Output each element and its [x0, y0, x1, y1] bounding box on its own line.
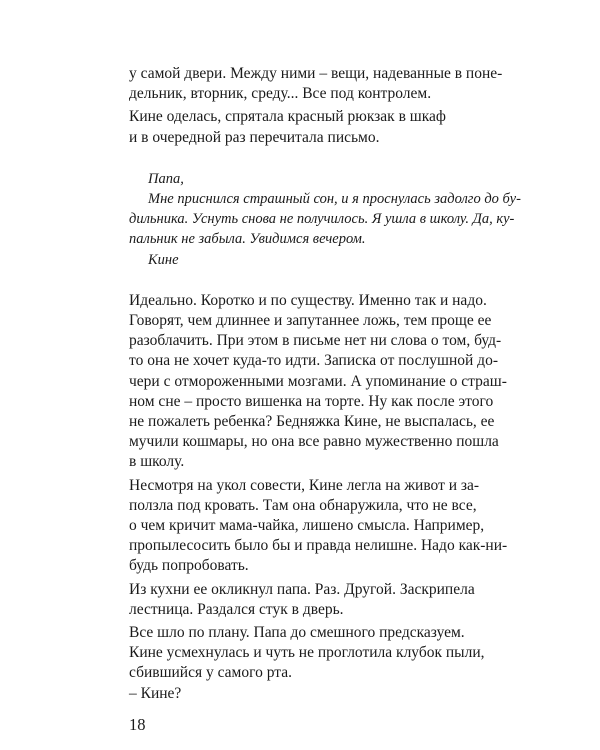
text-line: Кине оделась, спрятала красный рюкзак в шкаф — [129, 108, 446, 125]
text-line: Кине усмехнулась и чуть не проглотила клубок пыли, — [129, 644, 485, 661]
letter-signature: Кине — [148, 252, 179, 268]
text-line: Из кухни ее окликнул папа. Раз. Другой. Заскрипела — [129, 581, 475, 598]
text-line: ползла под кровать. Там она обнаружила, что не все, — [129, 497, 477, 514]
text-line: будь попробовать. — [129, 557, 249, 574]
text-line: пропылесосить было бы и правда нелишне. Надо как-ни- — [129, 537, 508, 554]
letter-salutation: Папа, — [148, 171, 184, 187]
text-line: у самой двери. Между ними – вещи, надеванные в поне- — [129, 65, 503, 82]
text-line: Несмотря на укол совести, Кине легла на живот и за- — [129, 477, 480, 494]
text-line: Идеально. Коротко и по существу. Именно так и надо. — [129, 292, 487, 309]
page-number: 18 — [129, 715, 146, 734]
text-line: дельник, вторник, среду... Все под контролем. — [129, 85, 432, 102]
text-line: в школу. — [129, 453, 185, 470]
text-line: сбившийся у самого рта. — [129, 664, 292, 681]
text-line: и в очередной раз перечитала письмо. — [129, 129, 380, 146]
letter-line: пальник не забыла. Увидимся вечером. — [129, 231, 366, 247]
text-line: о чем кричит мама-чайка, лишено смысла. Например, — [129, 517, 485, 534]
text-line: лестница. Раздался стук в дверь. — [129, 601, 344, 618]
text-line: не пожалеть ребенка? Бедняжка Кине, не выспалась, ее — [129, 413, 495, 430]
text-line: чери с отмороженными мозгами. А упоминание о страш- — [129, 373, 507, 390]
letter-line: дильника. Уснуть снова не получилось. Я ушла в школу. Да, ку- — [129, 211, 515, 227]
text-line: Говорят, чем длиннее и запутаннее ложь, тем проще ее — [129, 312, 492, 329]
text-line: – Кине? — [129, 685, 182, 702]
text-line: то она не хочет куда-то идти. Записка от послушной до- — [129, 352, 498, 369]
letter-line: Мне приснился страшный сон, и я проснулась задолго до бу- — [148, 191, 521, 207]
text-line: ном сне – просто вишенка на торте. Ну как после этого — [129, 393, 494, 410]
text-line: Все шло по плану. Папа до смешного предсказуем. — [129, 624, 465, 641]
text-line: разоблачить. При этом в письме нет ни слова о том, буд- — [129, 332, 502, 349]
text-line: мучили кошмары, но она все равно мужественно пошла — [129, 433, 499, 450]
